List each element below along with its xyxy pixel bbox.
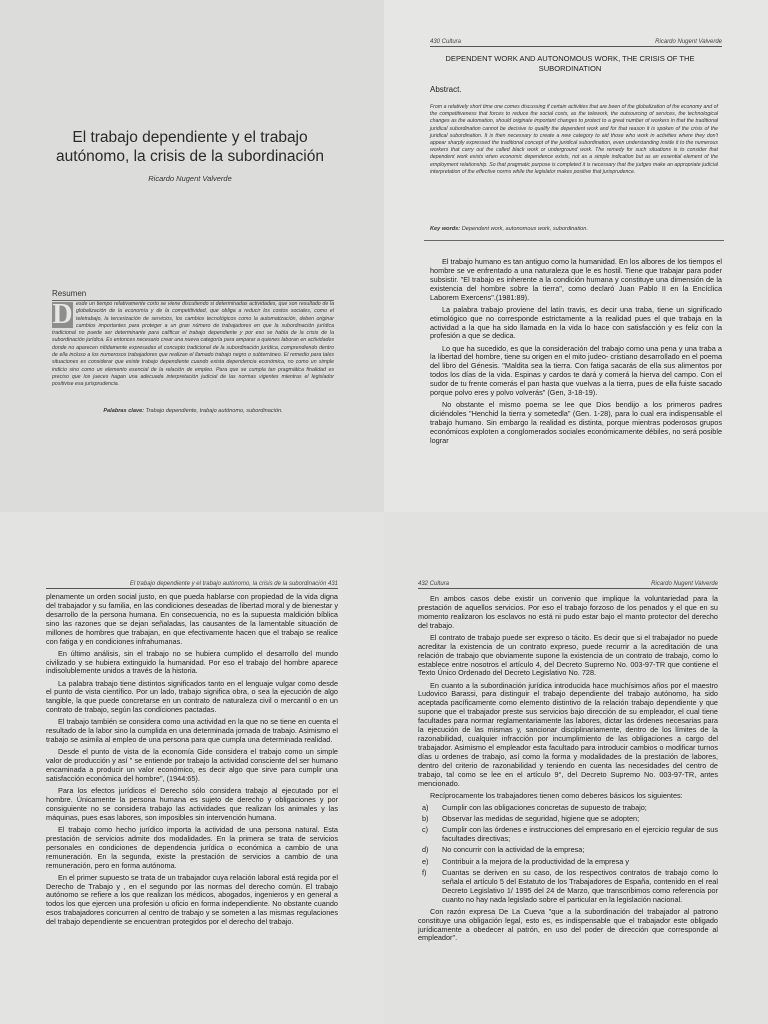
key-words-label: Key words: [430, 226, 461, 232]
resumen-dropcap: D [52, 299, 73, 330]
paragraph: El trabajo como hecho jurídico importa la actividad de una persona natural. Esta prestación de servicios admite dos modalidades. En la primera se trata de servicios personales en condiciones de dependencia jurídica o económica a cambio de una remuneración. En la segunda, existe la prestación de servicios a cambio de una remuneración, pero en forma autónoma. [46, 824, 338, 870]
deberes-list [418, 804, 718, 905]
header-page-number: 430 Cultura [430, 39, 462, 45]
body-text [418, 595, 718, 947]
key-words-text: Dependent work, autonomous work, subordination. [461, 226, 588, 232]
paragraph: El trabajo también se considera como una actividad en la que no se tiene en cuenta el resultado de la labor sino la cumplida en una determinada jornada de trabajo. Asimismo el trabajo se asimila al empleo de una persona para que cumpla una determinada realidad. [46, 717, 338, 745]
paragraph: plenamente un orden social justo, en que pueda hablarse con propiedad de la vida digna del trabajador y su familia, en las condiciones deseadas de libertad moral y de bienestar y desarrollo de la persona humana. En consecuencia, no es la supuesta maldición bíblica sino las razones que se dejan señaladas, las causantes de la lamentable situación de millones de hombres que trabajan, en que efectivamente hacen que el trabajo se realice con fatiga y en condiciones infrahumanas. [46, 592, 338, 646]
paragraph: Recíprocamente los trabajadores tienen como deberes básicos los siguientes: [430, 790, 683, 800]
page-432 [384, 512, 768, 1024]
list-marker: a) [422, 802, 429, 812]
list-item [418, 858, 718, 867]
page-title-spanish [0, 0, 384, 512]
resumen-text: esde un tiempo relativamente corto se viene discutiendo si determinadas actividades, que son resultado de la globalización de la economía y de la competitividad, que obliga a reducir los costos sociales, como el teletrabajo, la tercerización de servicios, los cambios tecnológicos como la automatización, deben originar cambios importantes para proteger a un gran número de trabajadores en que la subordinación jurídica tradicional no puede ser determinante para calificar el trabajo dependiente y por eso se habla de la crisis de la subordinación jurídica. Es entonces necesario crear una nueva categoría para amparar a quienes laboran en actividades donde no aparecen nítidamente expresadas el concepto tradicional de la subordinación jurídica, comprendiendo dentro de ella incluso a los numerosos trabajadores que realizan el llamado trabajo negro o subterráneo. El remedio para tales situaciones es considerar que existe trabajo dependiente cuando exista dependencia económica, no como un simple indicio sino como un elemento esencial de la relación de empleo. Para que se cumpla tan pragmática finalidad es preciso que los jueces hagan una adecuada interpretación judicial de las normas vigentes mientras el legislador positivise esa jurisprudencia. [52, 301, 334, 388]
palabras-clave-label: Palabras clave: [103, 408, 145, 414]
abstract-heading: Abstract. [430, 85, 462, 94]
header-title-page: El trabajo dependiente y el trabajo autónomo, la crisis de la subordinación 431 [129, 581, 338, 587]
header-author: Ricardo Nugent Valverde [655, 39, 722, 45]
article-title: El trabajo dependiente y el trabajo autónomo, la crisis de la subordinación [56, 129, 324, 165]
english-title: DEPENDENT WORK AND AUTONOMOUS WORK, THE CRISIS OF THE SUBORDINATION [445, 54, 695, 73]
paragraph: El trabajo humano es tan antiguo como la humanidad. En los albores de los tiempos el hombre se ve enfrentado a una naturaleza que le es hostil. Tiene que trabajar para poder subsistir. "El trabajo es inherente a la condición humana y constituye una dimensión de la existencia del hombre sobre la tierra", como declaró Juan Pablo II en la Encíclica Laborem Exercens".(1981:89). [430, 257, 722, 302]
list-marker: b) [422, 813, 429, 823]
running-header [46, 580, 338, 589]
list-item-text: Contribuir a la mejora de la productividad de la empresa y [442, 856, 629, 866]
paragraph: Lo que ha sucedido, es que la consideración del trabajo como una pena y una traba a la libertad del hombre, tiene su origen en el mito judeo- cristiano desarrollado en el poema del libro del Génesis. "Maldita sea la tierra. Con fatiga sacarás de ella sus alimentos por todos los días de la vida. Espinas y cardos te dará y comerá la hierva del campo. Con el sudor de tu frente comerás el pan hasta que vuelvas a la tierra, pues de ella fuiste sacado porque polvo eres y polvo volverás" (Gen, 3-18-19). [430, 343, 722, 398]
list-marker: f) [422, 868, 427, 878]
list-item [418, 826, 718, 844]
list-marker: d) [422, 845, 429, 855]
page-430 [384, 0, 768, 512]
list-item [418, 869, 718, 905]
list-item [418, 815, 718, 824]
article-author: Ricardo Nugent Valverde [148, 174, 232, 183]
paragraph: No obstante el mismo poema se lee que Dios bendijo a los primeros padres diciéndoles "Henchid la tierra y sometedla" (Gen. 1-28), para lo cual era indispensable el trabajo humano. Sin embargo la realidad es distinta, porque mientras poderosos grupos económicos exploten a conglomerados sociales económicamente débiles, no será posible lograr [430, 400, 722, 445]
paragraph: En el primer supuesto se trata de un trabajador cuya relación laboral está regida por el Derecho de Trabajo y , en el segundo por las normas del derecho común. El trabajo autónomo se refiere a los que realizan los médicos, abogados, ingenieros y en general a todos los que ejercen una profesión u oficio en forma independiente. No obstante cuando esos trabajadores concurren al centro de trabajo y se someten a las mismas regulaciones del trabajo dependiente se encuentran protegidos por el derecho del trabajo. [46, 872, 338, 927]
resumen-heading: Resumen [52, 289, 87, 298]
palabras-clave [52, 408, 334, 414]
list-item [418, 804, 718, 813]
paragraph: En último análisis, sin el trabajo no se hubiera cumplido el desarrollo del mundo civilizado y se hubiera extinguido la humanidad. Por eso el trabajo del hombre aparece indisolublemente unidos a través de la historia. [46, 648, 338, 676]
body-text [46, 593, 338, 930]
palabras-clave-text: Trabajo dependiente, trabajo autónomo, subordinación. [145, 408, 283, 414]
paragraph: Desde el punto de vista de la economía Gide considera el trabajo como un simple valor de producción y así " se entiende por trabajo la actividad consciente del ser humano encaminada a producir un valor económico, es decir algo que sirve para cumplir una satisfacción económica del hombre", (1944:65). [46, 747, 338, 783]
header-page-number: 432 Cultura [418, 581, 450, 587]
list-item-text: Cumplir con las órdenes e instrucciones del empresario en el ejercicio regular de sus facultades directivas; [442, 825, 718, 844]
page-431 [0, 512, 384, 1024]
list-marker: e) [422, 856, 429, 866]
list-item-text: No concurrir con la actividad de la empresa; [442, 845, 585, 855]
header-author: Ricardo Nugent Valverde [651, 581, 718, 587]
paragraph: Con razón expresa De La Cueva "que a la subordinación del trabajador al patrono constituye una obligación legal, esto es, es indispensable que el trabajador este obligado jurídicamente a obedecer al patrón, en uso del poder de dirección que corresponde al empleador". [418, 906, 718, 943]
paragraph: Para los efectos jurídicos el Derecho sólo considera trabajo al ejecutado por el hombre. Únicamente la persona humana es sujeto de derecho y obligaciones y por consiguiente no se considera trabajo las actividades que realizan los animales y las máquinas, pues esas labores, son imposibles sin intervención humana. [46, 786, 338, 822]
paragraph: El contrato de trabajo puede ser expreso o tácito. Es decir que si el trabajador no puede acreditar la existencia de un contrato expreso, puede recurrir a la acreditación de una relación de trabajo que obviamente supone la existencia de un contrato de trabajo, como lo establece entre nosotros el artículo 4, del Decreto Supremo No. 003-97-TR que contiene el Texto Único Ordenado del Decreto Legislativo No. 728. [418, 632, 718, 678]
paragraph: La palabra trabajo proviene del latín travis, es decir una traba, tiene un significado etimológico que no corresponde estrictamente a la realidad pues el que trabaja en la actividad a la que ha sido llamada en la vida lo hace con satisfacción y es feliz con la profesión a que se dedica. [430, 304, 722, 341]
running-header [418, 580, 718, 589]
running-header [430, 38, 722, 47]
key-words [430, 226, 718, 232]
list-marker: c) [422, 825, 429, 835]
paragraph: En ambos casos debe existir un convenio que implique la voluntariedad para la prestación de aquellos servicios. Por eso el trabajo forzoso de los penados y el que en su momento realizaron los esclavos no está ni pudo estar bajo el manto protector del derecho del trabajo. [418, 594, 718, 630]
paragraph: En cuanto a la subordinación jurídica introducida hace muchísimos años por el maestro Ludovico Barassi, para distinguir el trabajo dependiente del trabajo autónomo, ha sido aceptada pacíficamente como elemento distintivo de la relación trabajo dependiente y que supone que el trabajador preste sus servicios bajo dirección de su empleador, el cual tiene facultades para normar reglamentariamente las labores, dictar las órdenes necesarias para la ejecución de las mismas y, sancionar disciplinariamente, dentro de los límites de la razonabilidad, cualquier infracción por incumplimiento de las obligaciones a cargo del trabajador. Asimismo el empleador esta facultado para introducir cambios o modificar turnos días u ordenes de trabajo, así como la forma y modalidades de la prestación de labores, dentro del criterio de razonabilidad y teniendo en cuenta las necesidades del centro de trabajo, tal como se lee en el artículo 9°, del Decreto Supremo No. 003-97-TR, antes mencionado. [418, 680, 718, 788]
list-item-text: Observar las medidas de seguridad, higiene que se adopten; [442, 813, 640, 823]
list-item [418, 846, 718, 855]
body-text [430, 258, 722, 449]
paragraph: La palabra trabajo tiene distintos significados tanto en el lenguaje vulgar como desde el punto de vista científico. Por un lado, trabajo significa obra, o sea la ejecución de algo tangible, la que puede concretarse en un contrato de naturaleza civil o mercantil o en un contrato de trabajo, según las condiciones pactadas. [46, 678, 338, 715]
list-item-text: Cumplir con las obligaciones concretas de supuesto de trabajo; [442, 802, 647, 812]
abstract-divider [424, 240, 724, 241]
abstract-text: From a relatively short time one comes discussing if certain activities that are been of the globalization of the economy and of the competitiveness that forces to reduce the social costs, as the telework, the outsourcing of services, the technological changes as the automation, should originate important changes to protect to a great number of workers in that the traditional juridical subordination cannot be decisive to qualify the dependent work and for that reason it is spoken of the crisis of the juridical subordination. It is then necessary to create a new category to aid those who work in activities where they don't appear sharply expressed the traditional concept of the juridical subordination, even understanding inside it to the numerous workers that carry out the called black work or underground work. The remedy for such situations is to consider that dependent work exists when economic dependence exists, not as a simple indication but as an essential element of the employment relationship. So that pragmatic purpose is completed it is necessary that the judges make an appropriate judicial interpretation of the effective norms while the legislator makes positive that jurisprudence. [430, 104, 718, 175]
list-item-text: Cuantas se deriven en su caso, de los respectivos contratos de trabajo como lo señala el artículo 5 del Estatuto de los Trabajadores de España, contenido en el real Decreto Legislativo 1/ 1995 del 24 de Marzo, que transcribimos como referencia por cuanto no hay nada legislado sobre el particular en la legislación nacional. [442, 868, 718, 904]
